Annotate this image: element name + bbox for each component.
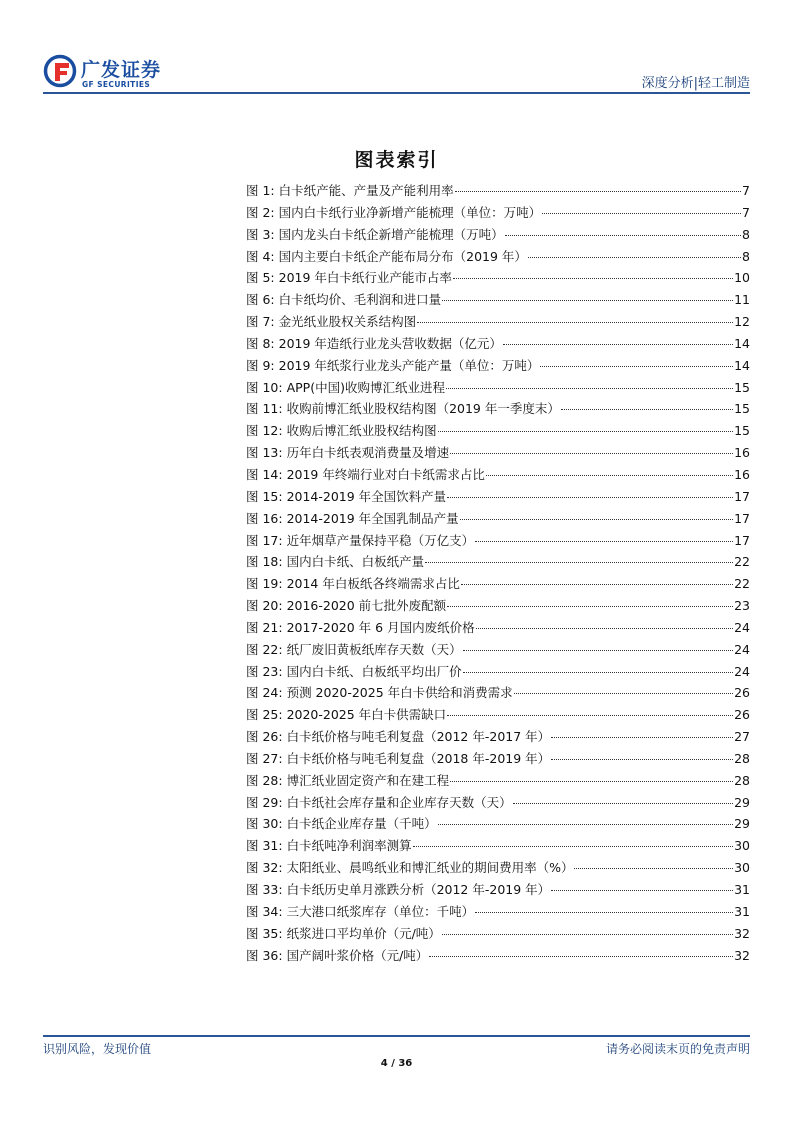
toc-entry[interactable] <box>246 509 750 531</box>
figure-index-list <box>246 181 750 967</box>
toc-entry[interactable] <box>246 793 750 815</box>
toc-entry-page: 24 <box>734 641 750 657</box>
toc-entry-page: 31 <box>734 882 750 897</box>
toc-entry-page: 15 <box>734 423 750 439</box>
toc-leader-dots <box>561 409 733 410</box>
company-logo <box>43 54 193 94</box>
toc-entry-label: 图 28: 博汇纸业固定资产和在建工程 <box>246 772 450 788</box>
toc-leader-dots <box>505 235 741 236</box>
toc-entry-page: 14 <box>734 335 750 351</box>
toc-entry[interactable] <box>246 531 750 553</box>
toc-leader-dots <box>417 322 733 323</box>
toc-leader-dots <box>540 366 733 367</box>
toc-entry-page: 24 <box>734 619 750 635</box>
toc-entry[interactable] <box>246 662 750 684</box>
toc-entry[interactable] <box>246 618 750 640</box>
toc-entry-label: 图 3: 国内龙头白卡纸企新增产能梳理（万吨） <box>246 226 504 242</box>
toc-leader-dots <box>463 650 734 651</box>
toc-entry-page: 24 <box>734 663 750 679</box>
toc-leader-dots <box>447 606 733 607</box>
toc-entry-label: 图 30: 白卡纸企业库存量（千吨） <box>246 816 437 832</box>
toc-leader-dots <box>463 672 734 673</box>
toc-entry[interactable] <box>246 683 750 705</box>
toc-entry-label: 图 7: 金光纸业股权关系结构图 <box>246 314 417 330</box>
toc-entry[interactable] <box>246 727 750 749</box>
footer-slogan: 识别风险，发现价值 <box>43 1042 152 1056</box>
toc-entry[interactable] <box>246 268 750 290</box>
toc-entry[interactable] <box>246 290 750 312</box>
toc-entry-label: 图 17: 近年烟草产量保持平稳（万亿支） <box>246 532 475 548</box>
toc-entry-page: 15 <box>734 379 750 395</box>
toc-leader-dots <box>475 541 733 542</box>
toc-entry-label: 图 8: 2019 年造纸行业龙头营收数据（亿元） <box>246 335 502 351</box>
toc-leader-dots <box>551 759 733 760</box>
toc-entry-label: 图 5: 2019 年白卡纸行业产能市占率 <box>246 270 452 286</box>
toc-entry[interactable] <box>246 552 750 574</box>
toc-entry[interactable] <box>246 596 750 618</box>
toc-leader-dots <box>425 562 733 563</box>
toc-entry-label: 图 6: 白卡纸均价、毛利润和进口量 <box>246 292 442 308</box>
toc-entry-page: 31 <box>734 903 750 919</box>
toc-entry[interactable] <box>246 225 750 247</box>
toc-entry[interactable] <box>246 902 750 924</box>
toc-entry-label: 图 26: 白卡纸价格与吨毛利复盘（2012 年-2017 年） <box>246 729 551 745</box>
header-divider <box>43 92 750 94</box>
toc-entry[interactable] <box>246 946 750 968</box>
toc-entry-page: 30 <box>734 860 750 876</box>
toc-entry-label: 图 32: 太阳纸业、晨鸣纸业和博汇纸业的期间费用率（%） <box>246 860 574 876</box>
toc-entry-page: 16 <box>734 466 750 482</box>
toc-leader-dots <box>442 300 733 301</box>
toc-entry[interactable] <box>246 421 750 443</box>
toc-entry-label: 图 25: 2020-2025 年白卡供需缺口 <box>246 707 447 723</box>
toc-entry[interactable] <box>246 378 750 400</box>
toc-entry-page: 22 <box>734 554 750 570</box>
toc-entry-page: 28 <box>734 750 750 766</box>
toc-entry[interactable] <box>246 334 750 356</box>
toc-entry[interactable] <box>246 858 750 880</box>
toc-entry-page: 23 <box>734 598 750 614</box>
toc-entry[interactable] <box>246 836 750 858</box>
toc-entry-page: 17 <box>734 510 750 526</box>
toc-entry-label: 图 24: 预测 2020-2025 年白卡供给和消费需求 <box>246 685 513 701</box>
toc-leader-dots <box>438 431 734 432</box>
toc-entry-page: 12 <box>734 314 750 330</box>
logo-english-name: GF SECURITIES <box>82 80 151 89</box>
toc-entry-page: 7 <box>742 183 750 198</box>
toc-entry-page: 32 <box>734 947 750 963</box>
toc-entry-page: 32 <box>734 925 750 941</box>
toc-leader-dots <box>551 737 733 738</box>
toc-entry-page: 28 <box>734 772 750 788</box>
logo-chinese-name: 广发证券 <box>81 59 162 81</box>
toc-leader-dots <box>429 956 733 957</box>
toc-entry[interactable] <box>246 880 750 902</box>
toc-entry-label: 图 27: 白卡纸价格与吨毛利复盘（2018 年-2019 年） <box>246 750 551 766</box>
page-number: 4 / 36 <box>380 1058 413 1069</box>
toc-entry[interactable] <box>246 924 750 946</box>
toc-entry[interactable] <box>246 203 750 225</box>
toc-entry[interactable] <box>246 574 750 596</box>
toc-entry-page: 11 <box>734 292 750 308</box>
toc-leader-dots <box>528 257 741 258</box>
toc-entry-label: 图 18: 国内白卡纸、白板纸产量 <box>246 554 425 570</box>
toc-entry[interactable] <box>246 465 750 487</box>
toc-leader-dots <box>446 388 733 389</box>
toc-entry-page: 30 <box>734 838 750 854</box>
toc-entry-label: 图 20: 2016-2020 前七批外废配额 <box>246 598 447 614</box>
toc-entry-page: 10 <box>734 270 750 286</box>
toc-leader-dots <box>476 628 734 629</box>
toc-leader-dots <box>513 803 734 804</box>
toc-entry-label: 图 10: APP(中国)收购博汇纸业进程 <box>246 379 445 395</box>
toc-entry[interactable] <box>246 749 750 771</box>
toc-entry-page: 8 <box>742 248 750 264</box>
toc-entry-page: 15 <box>734 401 750 417</box>
toc-entry-label: 图 22: 纸厂废旧黄板纸库存天数（天） <box>246 641 462 657</box>
toc-entry-label: 图 16: 2014-2019 年全国乳制品产量 <box>246 510 459 526</box>
toc-entry[interactable] <box>246 181 750 203</box>
toc-entry-label: 图 21: 2017-2020 年 6 月国内废纸价格 <box>246 619 475 635</box>
report-section: 深度分析|轻工制造 <box>641 76 750 91</box>
toc-leader-dots <box>453 278 733 279</box>
page-title: 图表索引 <box>354 149 439 171</box>
toc-leader-dots <box>413 846 734 847</box>
toc-entry-label: 图 33: 白卡纸历史单月涨跌分析（2012 年-2019 年） <box>246 882 551 897</box>
toc-entry[interactable] <box>246 247 750 269</box>
toc-entry-label: 图 34: 三大港口纸浆库存（单位：千吨） <box>246 903 475 919</box>
toc-entry[interactable] <box>246 705 750 727</box>
toc-entry-label: 图 12: 收购后博汇纸业股权结构图 <box>246 423 437 439</box>
toc-entry-page: 26 <box>734 685 750 701</box>
toc-entry-page: 16 <box>734 445 750 461</box>
toc-leader-dots <box>486 475 733 476</box>
toc-entry-page: 14 <box>734 357 750 373</box>
toc-leader-dots <box>450 781 733 782</box>
toc-entry-label: 图 13: 历年白卡纸表观消费量及增速 <box>246 445 450 461</box>
footer-disclaimer: 请务必阅读末页的免责声明 <box>605 1042 750 1056</box>
toc-entry-page: 7 <box>742 204 750 220</box>
toc-leader-dots <box>447 497 733 498</box>
toc-entry-label: 图 15: 2014-2019 年全国饮料产量 <box>246 488 447 504</box>
toc-entry[interactable] <box>246 356 750 378</box>
toc-entry-page: 29 <box>734 794 750 810</box>
toc-entry-page: 27 <box>734 729 750 745</box>
toc-entry[interactable] <box>246 443 750 465</box>
toc-leader-dots <box>551 890 733 891</box>
toc-entry-label: 图 1: 白卡纸产能、产量及产能利用率 <box>246 183 454 198</box>
toc-leader-dots <box>461 584 733 585</box>
toc-entry[interactable] <box>246 640 750 662</box>
toc-entry-label: 图 11: 收购前博汇纸业股权结构图（2019 年一季度末） <box>246 401 560 417</box>
toc-entry-page: 8 <box>742 226 750 242</box>
toc-leader-dots <box>460 519 733 520</box>
toc-leader-dots <box>450 453 733 454</box>
toc-leader-dots <box>503 344 733 345</box>
toc-entry-page: 17 <box>734 532 750 548</box>
toc-entry-label: 图 14: 2019 年终端行业对白卡纸需求占比 <box>246 466 485 482</box>
toc-entry-page: 17 <box>734 488 750 504</box>
toc-entry-label: 图 9: 2019 年纸浆行业龙头产能产量（单位：万吨） <box>246 357 540 373</box>
toc-leader-dots <box>438 824 734 825</box>
toc-leader-dots <box>442 934 733 935</box>
toc-leader-dots <box>455 191 741 192</box>
toc-entry[interactable] <box>246 487 750 509</box>
toc-entry-label: 图 31: 白卡纸吨净利润率测算 <box>246 838 412 854</box>
toc-leader-dots <box>542 213 741 214</box>
toc-leader-dots <box>574 868 733 869</box>
toc-entry-page: 29 <box>734 816 750 832</box>
toc-leader-dots <box>514 693 733 694</box>
toc-entry-label: 图 19: 2014 年白板纸各终端需求占比 <box>246 576 460 592</box>
toc-entry[interactable] <box>246 771 750 793</box>
toc-entry-label: 图 35: 纸浆进口平均单价（元/吨） <box>246 925 441 941</box>
toc-leader-dots <box>475 912 733 913</box>
toc-entry[interactable] <box>246 814 750 836</box>
toc-leader-dots <box>447 715 733 716</box>
toc-entry-page: 22 <box>734 576 750 592</box>
toc-entry-label: 图 23: 国内白卡纸、白板纸平均出厂价 <box>246 663 462 679</box>
toc-entry-label: 图 4: 国内主要白卡纸企产能布局分布（2019 年） <box>246 248 527 264</box>
toc-entry-page: 26 <box>734 707 750 723</box>
toc-entry-label: 图 2: 国内白卡纸行业净新增产能梳理（单位：万吨） <box>246 204 542 220</box>
footer-divider <box>43 1035 750 1037</box>
toc-entry-label: 图 29: 白卡纸社会库存量和企业库存天数（天） <box>246 794 512 810</box>
toc-entry[interactable] <box>246 312 750 334</box>
toc-entry-label: 图 36: 国产阔叶浆价格（元/吨） <box>246 947 429 963</box>
toc-entry[interactable] <box>246 399 750 421</box>
gf-logo-icon <box>43 54 77 88</box>
